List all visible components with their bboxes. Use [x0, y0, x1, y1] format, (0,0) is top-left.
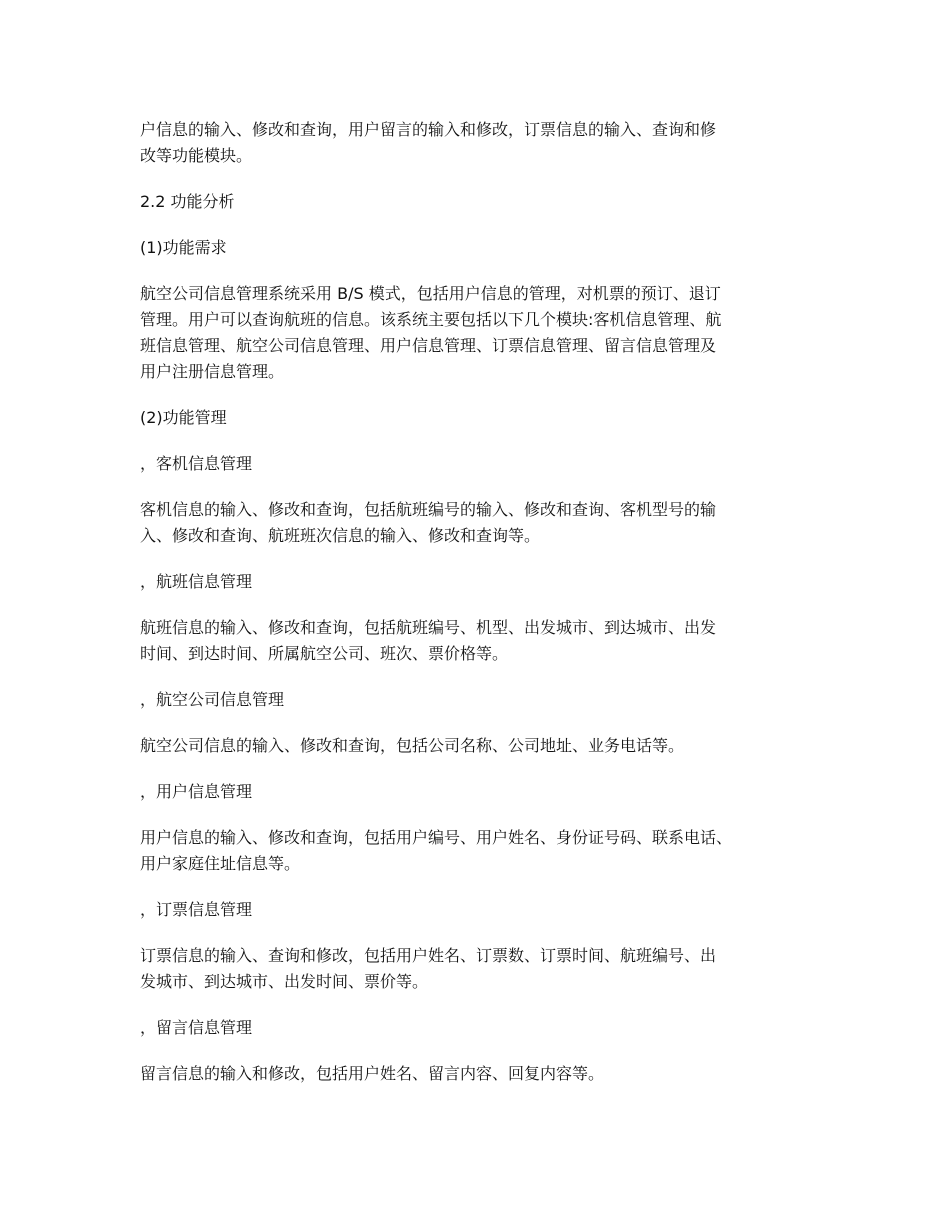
- text-line: 航班信息的输入、修改和查询，包括航班编号、机型、出发城市、到达城市、出发: [140, 618, 717, 637]
- document-body: [140, 117, 820, 1107]
- flight-info-management-item: [140, 569, 820, 595]
- text-line: ，航班信息管理: [140, 572, 253, 591]
- airline-info-management-item: [140, 687, 820, 713]
- text-line: ，订票信息管理: [140, 900, 253, 919]
- airline-info-management-paragraph: [140, 733, 820, 759]
- text-line: 客机信息的输入、修改和查询，包括航班编号的输入、修改和查询、客机型号的输: [140, 500, 717, 519]
- text-line: ，用户信息管理: [140, 782, 253, 801]
- message-info-management-paragraph: [140, 1061, 820, 1087]
- user-info-management-paragraph: [140, 825, 820, 877]
- text-line: 户信息的输入、修改和查询，用户留言的输入和修改，订票信息的输入、查询和修: [140, 120, 717, 139]
- text-line: ，航空公司信息管理: [140, 690, 285, 709]
- text-line: 用户家庭住址信息等。: [140, 854, 301, 873]
- intro-paragraph: [140, 117, 820, 169]
- text-line: 订票信息的输入、查询和修改，包括用户姓名、订票数、订票时间、航班编号、出: [140, 946, 717, 965]
- functional-requirements-heading: [140, 235, 820, 261]
- ticket-info-management-item: [140, 897, 820, 923]
- text-line: ，留言信息管理: [140, 1018, 253, 1037]
- text-line: 发城市、到达城市、出发时间、票价等。: [140, 972, 429, 991]
- text-line: 用户注册信息管理。: [140, 362, 285, 381]
- text-line: 航空公司信息的输入、修改和查询，包括公司名称、公司地址、业务电话等。: [140, 736, 685, 755]
- flight-info-management-paragraph: [140, 615, 820, 667]
- text-line: 管理。用户可以查询航班的信息。该系统主要包括以下几个模块:客机信息管理、航: [140, 310, 722, 329]
- aircraft-info-management-paragraph: [140, 497, 820, 549]
- functional-management-heading: [140, 405, 820, 431]
- aircraft-info-management-item: [140, 451, 820, 477]
- text-line: 班信息管理、航空公司信息管理、用户信息管理、订票信息管理、留言信息管理及: [140, 336, 717, 355]
- functional-requirements-paragraph: [140, 281, 820, 385]
- user-info-management-item: [140, 779, 820, 805]
- text-line: 用户信息的输入、修改和查询，包括用户编号、用户姓名、身份证号码、联系电话、: [140, 828, 733, 847]
- section-2-2-heading: [140, 189, 820, 215]
- text-line: ，客机信息管理: [140, 454, 253, 473]
- text-line: 改等功能模块。: [140, 146, 253, 165]
- text-line: 航空公司信息管理系统采用 B/S 模式，包括用户信息的管理，对机票的预订、退订: [140, 284, 721, 303]
- text-line: 2.2 功能分析: [140, 192, 235, 211]
- ticket-info-management-paragraph: [140, 943, 820, 995]
- text-line: 入、修改和查询、航班班次信息的输入、修改和查询等。: [140, 526, 541, 545]
- message-info-management-item: [140, 1015, 820, 1041]
- text-line: 时间、到达时间、所属航空公司、班次、票价格等。: [140, 644, 509, 663]
- text-line: (2)功能管理: [140, 408, 227, 427]
- text-line: 留言信息的输入和修改，包括用户姓名、留言内容、回复内容等。: [140, 1064, 605, 1083]
- text-line: (1)功能需求: [140, 238, 227, 257]
